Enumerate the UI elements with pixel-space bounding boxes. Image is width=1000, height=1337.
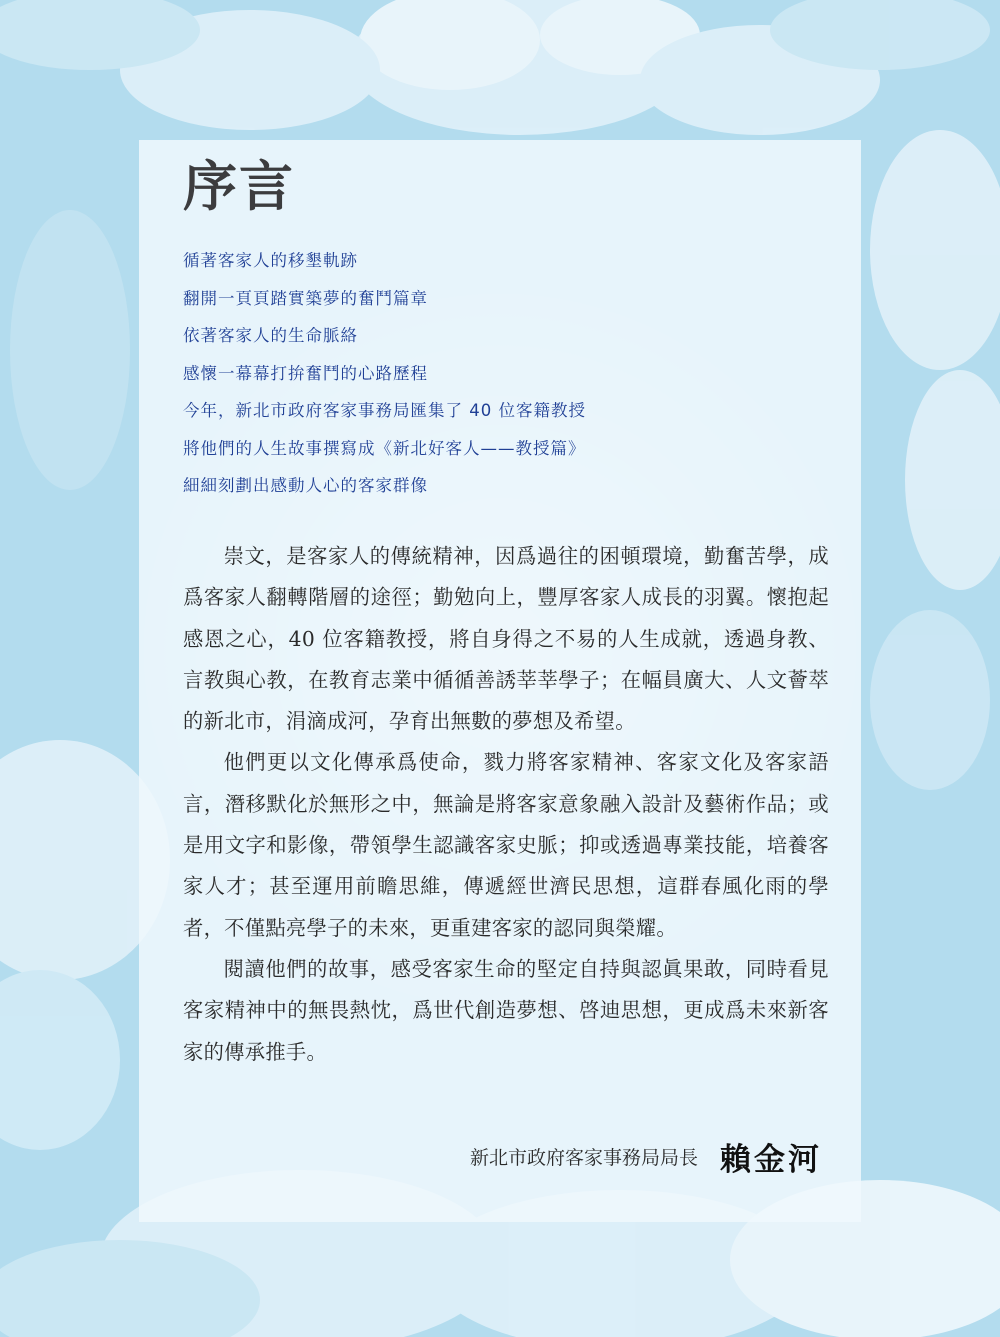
page-title: 序言 [183, 154, 295, 218]
paragraph: 他們更以文化傳承爲使命，戮力將客家精神、客家文化及客家語言，潛移默化於無形之中，無論是將客家意象融入設計及藝術作品；或是用文字和影像，帶領學生認識客家史脈；抑或透過專業技能，培養客家人才；甚至運用前瞻思維，傳遞經世濟民思想，這群春風化雨的學者，不僅點亮學子的未來，更重建客家的認同與榮耀。 [183, 750, 829, 940]
signature [470, 1134, 822, 1179]
body-text [183, 536, 829, 1073]
signature-name: 賴金河 [720, 1142, 822, 1178]
poem-line: 翻開一頁頁踏實築夢的奮鬥篇章 [183, 288, 428, 308]
poem-lines [183, 247, 586, 510]
paragraph: 崇文，是客家人的傳統精神，因爲過往的困頓環境，勤奮苦學，成爲客家人翻轉階層的途徑；勤勉向上，豐厚客家人成長的羽翼。懷抱起感恩之心，40 位客籍教授，將自身得之不易的人生成就，透過身教、言教與心教，在教育志業中循循善誘莘莘學子；在幅員廣大、人文薈萃的新北市，涓滴成河，孕育出無數的夢想及希望。 [183, 544, 829, 734]
poem-line: 將他們的人生故事撰寫成《新北好客人——教授篇》 [183, 438, 586, 458]
poem-line: 感懷一幕幕打拚奮鬥的心路歷程 [183, 363, 428, 383]
poem-line: 依著客家人的生命脈絡 [183, 326, 358, 345]
poem-line: 細細刻劃出感動人心的客家群像 [183, 476, 428, 495]
poem-line: 循著客家人的移墾軌跡 [183, 251, 358, 270]
poem-line: 今年，新北市政府客家事務局匯集了 40 位客籍教授 [183, 401, 586, 420]
paragraph: 閱讀他們的故事，感受客家生命的堅定自持與認眞果敢，同時看見客家精神中的無畏熱忱，爲世代創造夢想、啓迪思想，更成爲未來新客家的傳承推手。 [183, 956, 829, 1064]
signature-role: 新北市政府客家事務局局長 [469, 1147, 698, 1169]
